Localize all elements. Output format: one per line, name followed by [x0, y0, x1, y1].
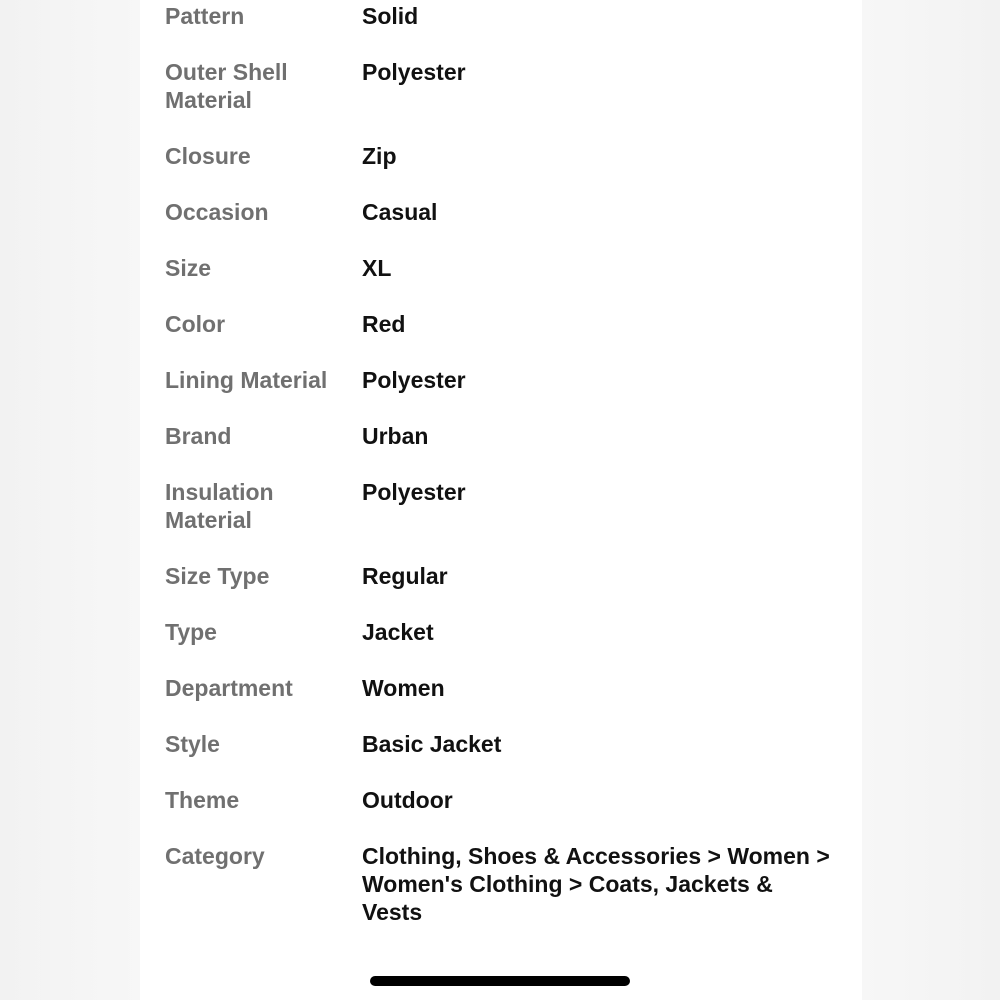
spec-label: Style: [165, 731, 220, 757]
spec-row-occasion: [165, 198, 845, 226]
spec-label: Size Type: [165, 563, 270, 589]
spec-value: Polyester: [362, 479, 466, 505]
spec-label: Theme: [165, 787, 240, 813]
spec-value: Polyester: [362, 59, 466, 85]
spec-label: Outer Shell Material: [165, 59, 288, 113]
spec-value: Solid: [362, 3, 419, 29]
spec-row-closure: [165, 142, 845, 170]
spec-label: Color: [165, 311, 226, 337]
spec-row-brand: [165, 422, 845, 450]
spec-value: Basic Jacket: [362, 731, 502, 757]
spec-label: Pattern: [165, 3, 245, 29]
spec-label: Occasion: [165, 199, 269, 225]
spec-label: Lining Material: [165, 367, 328, 393]
spec-value: XL: [362, 255, 392, 281]
spec-value: Regular: [362, 563, 448, 589]
spec-value: Urban: [362, 423, 429, 449]
spec-value: Clothing, Shoes & Accessories > Women > Women's Clothing > Coats, Jackets & Vests: [362, 843, 830, 925]
home-indicator-bar[interactable]: [370, 976, 630, 986]
spec-row-type: [165, 618, 845, 646]
spec-value: Red: [362, 311, 406, 337]
item-specifics-list: [165, 2, 845, 954]
spec-label: Size: [165, 255, 212, 281]
spec-row-department: [165, 674, 845, 702]
spec-row-size: [165, 254, 845, 282]
spec-row-theme: [165, 786, 845, 814]
spec-row-category: [165, 842, 845, 926]
spec-value: Jacket: [362, 619, 434, 645]
spec-value: Zip: [362, 143, 397, 169]
spec-row-lining-material: [165, 366, 845, 394]
spec-row-size-type: [165, 562, 845, 590]
spec-row-outer-shell-material: [165, 58, 845, 114]
item-specifics-panel: [140, 0, 862, 1000]
spec-value: Polyester: [362, 367, 466, 393]
spec-value: Casual: [362, 199, 438, 225]
spec-label: Insulation Material: [165, 479, 274, 533]
spec-row-pattern: [165, 2, 845, 30]
spec-label: Department: [165, 675, 293, 701]
spec-label: Closure: [165, 143, 251, 169]
spec-label: Category: [165, 843, 265, 869]
spec-label: Type: [165, 619, 217, 645]
spec-row-style: [165, 730, 845, 758]
spec-row-insulation-material: [165, 478, 845, 534]
spec-value: Outdoor: [362, 787, 453, 813]
spec-value: Women: [362, 675, 445, 701]
spec-row-color: [165, 310, 845, 338]
spec-label: Brand: [165, 423, 232, 449]
